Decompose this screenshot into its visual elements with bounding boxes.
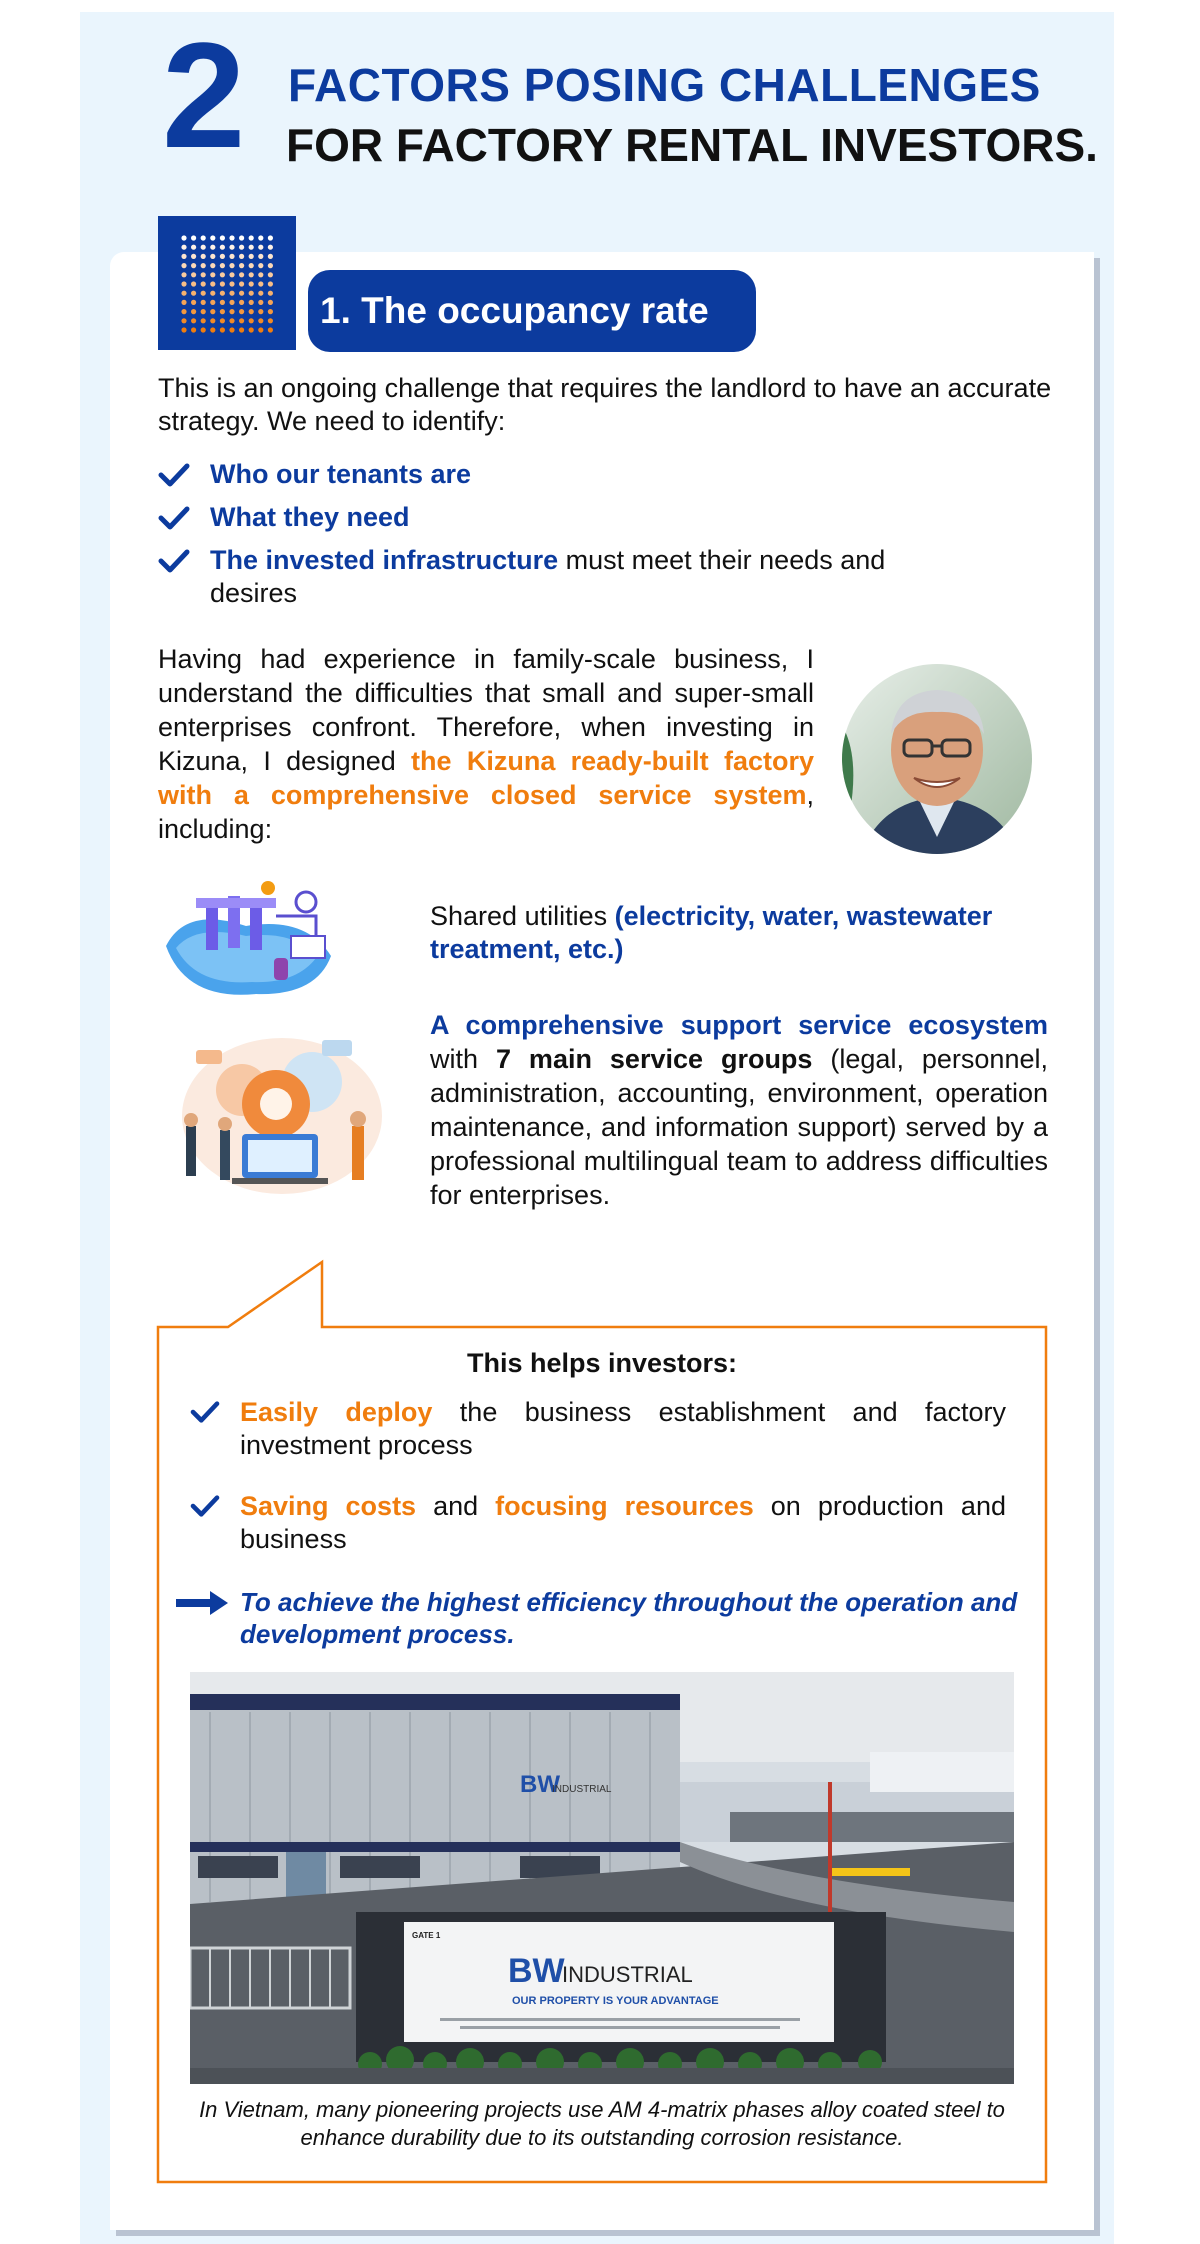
arrow-right-icon: [174, 1588, 230, 1618]
checklist-item-rest: must meet their needs and desires: [210, 545, 886, 608]
checklist-item-bold: The invested infrastructure: [210, 545, 559, 575]
factory-photo: [190, 1672, 1014, 2084]
checklist-item-bold: What they need: [210, 502, 410, 532]
building-logo-brand: BW: [520, 1771, 560, 1798]
benefits-list: [190, 1396, 1006, 1584]
story-end: , including:: [158, 780, 814, 844]
benefit-highlight: Saving costs: [240, 1491, 417, 1521]
sign-slogan: OUR PROPERTY IS YOUR ADVANTAGE: [512, 1995, 719, 2007]
benefit-item: [190, 1396, 1006, 1462]
gate-label: GATE 1: [412, 1931, 441, 1940]
checkmark-icon: [190, 1396, 240, 1429]
intro-paragraph: This is an ongoing challenge that requires the landlord to have an accurate strategy. We need to identify:: [158, 373, 1052, 436]
header-title-line1: FACTORS POSING CHALLENGES: [288, 59, 1041, 111]
benefit-text: the business establishment and factory investment process: [240, 1397, 1006, 1460]
story-text: Having had experience in family-scale business, I understand the difficulties that small and super-small enterprises confront. Therefore, when investing in Kizuna, I designed: [158, 644, 814, 776]
sign-logo-word: INDUSTRIAL: [562, 1962, 693, 1987]
benefit-highlight: focusing resources: [495, 1491, 754, 1521]
benefit-text: on production and business: [240, 1491, 1006, 1554]
checklist-item-bold: Who our tenants are: [210, 459, 472, 489]
story-highlight: the Kizuna ready-built factory with a comprehensive closed service system: [158, 746, 814, 810]
callout-title: This helps investors:: [466, 1348, 738, 1378]
sign-logo-brand: BW: [508, 1952, 565, 1990]
checkmark-icon: [190, 1490, 240, 1523]
service1-text: Shared utilities: [430, 901, 615, 931]
header-title-line2: FOR FACTORY RENTAL INVESTORS.: [286, 119, 1098, 171]
header-number: 2: [162, 11, 242, 179]
section-title: 1. The occupancy rate: [308, 270, 756, 352]
service1-bold: (electricity, water, wastewater treatment, etc.): [430, 901, 993, 964]
benefit-highlight: Easily deploy: [240, 1397, 433, 1427]
service2-groups: 7 main service groups: [495, 1044, 813, 1074]
conclusion-text: To achieve the highest efficiency throughout the operation and development process.: [240, 1587, 1018, 1649]
building-logo-word: INDUSTRIAL: [552, 1784, 612, 1795]
service2-bold: A comprehensive support service ecosystem: [430, 1010, 1048, 1040]
benefit-text: and: [416, 1491, 496, 1521]
photo-caption: In Vietnam, many pioneering projects use AM 4-matrix phases alloy coated steel to enhance durability due to its outstanding corrosion resistance.: [199, 2097, 1005, 2150]
benefit-item: [190, 1490, 1006, 1556]
service2-mid: with: [430, 1044, 496, 1074]
service2-rest: (legal, personnel, administration, accounting, environment, operation maintenance, and information support) served by a professional multilingual team to address difficulties for enterprises.: [430, 1044, 1048, 1210]
